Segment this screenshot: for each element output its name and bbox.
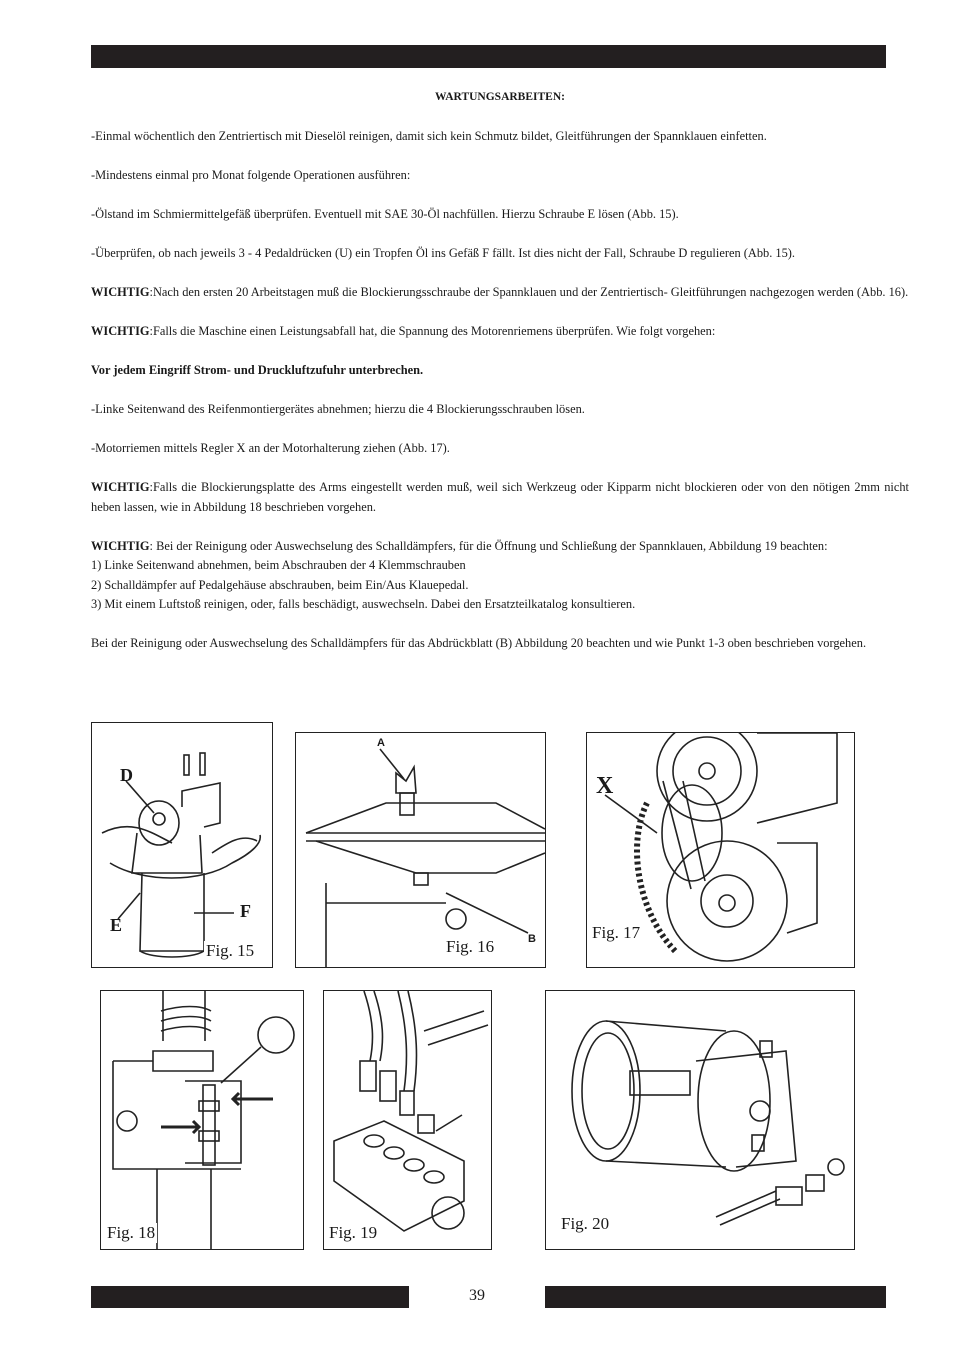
important-label: WICHTIG: [91, 285, 150, 299]
footer-bar-left: [91, 1286, 409, 1308]
figure-16-label: Fig. 16: [446, 937, 495, 956]
paragraph-oil-level: -Ölstand im Schmiermittelgefäß überprüfen. Eventuell mit SAE 30-Öl nachfüllen. Hierzu Schraube E lösen (Abb. 15).: [91, 207, 679, 221]
callout-x: X: [596, 773, 614, 799]
callout-e: E: [110, 915, 123, 935]
important-label: WICHTIG: [91, 480, 150, 494]
paragraph-weekly: -Einmal wöchentlich den Zentriertisch mit Dieselöl reinigen, damit sich kein Schmutz bildet, Gleitführungen der Spannklauen einfetten.: [91, 129, 767, 143]
paragraph-pedal-check: -Überprüfen, ob nach jeweils 3 - 4 Pedaldrücken (U) ein Tropfen Öl ins Gefäß F fällt. Ist dies nicht der Fall, Schraube D regulieren (Abb. 15).: [91, 246, 796, 260]
paragraph-important-2: [91, 322, 909, 342]
figure-18-label: Fig. 18: [107, 1223, 156, 1242]
important-label: WICHTIG: [91, 324, 150, 338]
figure-15-label: Fig. 15: [206, 941, 255, 960]
figure-15: [91, 722, 273, 968]
callout-d: D: [120, 765, 133, 785]
important-label: WICHTIG: [91, 538, 150, 553]
top-header-bar: [91, 45, 886, 68]
warning-text: Vor jedem Eingriff Strom- und Druckluftzufuhr unterbrechen.: [91, 363, 424, 377]
paragraph-important-3: [91, 478, 909, 517]
paragraph-muffler-blade: Bei der Reinigung oder Auswechselung des Schalldämpfers für das Abdrückblatt (B) Abbildung 20 beachten und wie Punkt 1-3 oben beschrieben vorgehen.: [91, 636, 867, 650]
centering-table-illustration: [296, 733, 545, 967]
figure-17-label: Fig. 17: [592, 923, 641, 942]
paragraph-warning: [91, 361, 909, 381]
maintenance-text: [91, 88, 909, 673]
figure-17: [586, 732, 855, 968]
important-text: : Bei der Reinigung oder Auswechselung des Schalldämpfers, für die Öffnung und Schließung der Spannklauen, Abbildung 19 beachten:: [149, 538, 828, 553]
figure-20-label: Fig. 20: [561, 1214, 610, 1233]
important-text: :Falls die Blockierungsplatte des Arms eingestellt werden muß, weil sich Werkzeug oder Kipparm nicht blockieren oder von den nötigen 2mm nicht heben lassen, wie in Abbildung 18 beschrieben vorgehen.: [91, 480, 909, 514]
muffler-valve-illustration: [324, 991, 491, 1249]
step-3: 3) Mit einem Luftstoß reinigen, oder, falls beschädigt, auswechseln. Dabei den Ersatzteilkatalog konsultieren.: [91, 597, 636, 611]
important-text: :Falls die Maschine einen Leistungsabfall hat, die Spannung des Motorenriemens überprüfen. Wie folgt vorgehen:: [149, 324, 716, 338]
step-1: 1) Linke Seitenwand abnehmen, beim Abschrauben der 4 Klemmschrauben: [91, 558, 466, 572]
paragraph-important-4: [91, 537, 909, 615]
callout-a: A: [377, 737, 385, 749]
paragraph-monthly: -Mindestens einmal pro Monat folgende Operationen ausführen:: [91, 168, 411, 182]
paragraph-side-panel: -Linke Seitenwand des Reifenmontiergerätes abnehmen; hierzu die 4 Blockierungsschrauben lösen.: [91, 402, 585, 416]
bead-breaker-muffler-illustration: [546, 991, 854, 1249]
section-heading: WARTUNGSARBEITEN:: [435, 91, 565, 103]
figure-19-label: Fig. 19: [329, 1223, 378, 1242]
figure-19: [323, 990, 492, 1250]
figure-20: [545, 990, 855, 1250]
figure-16: [295, 732, 546, 968]
paragraph-important-1: [91, 283, 909, 303]
page-number: 39: [469, 1287, 485, 1304]
paragraph-belt: -Motorriemen mittels Regler X an der Motorhalterung ziehen (Abb. 17).: [91, 441, 450, 455]
step-2: 2) Schalldämpfer auf Pedalgehäuse abschrauben, beim Ein/Aus Klauepedal.: [91, 577, 469, 592]
figure-18: [100, 990, 304, 1250]
arm-locking-plate-illustration: [101, 991, 303, 1249]
callout-f: F: [240, 901, 251, 921]
footer-bar-right: [545, 1286, 886, 1308]
callout-b: B: [528, 933, 536, 945]
important-text: :Nach den ersten 20 Arbeitstagen muß die Blockierungsschraube der Spannklauen und der Zentriertisch- Gleitführungen nachgezogen werden (Abb. 16).: [149, 285, 909, 299]
